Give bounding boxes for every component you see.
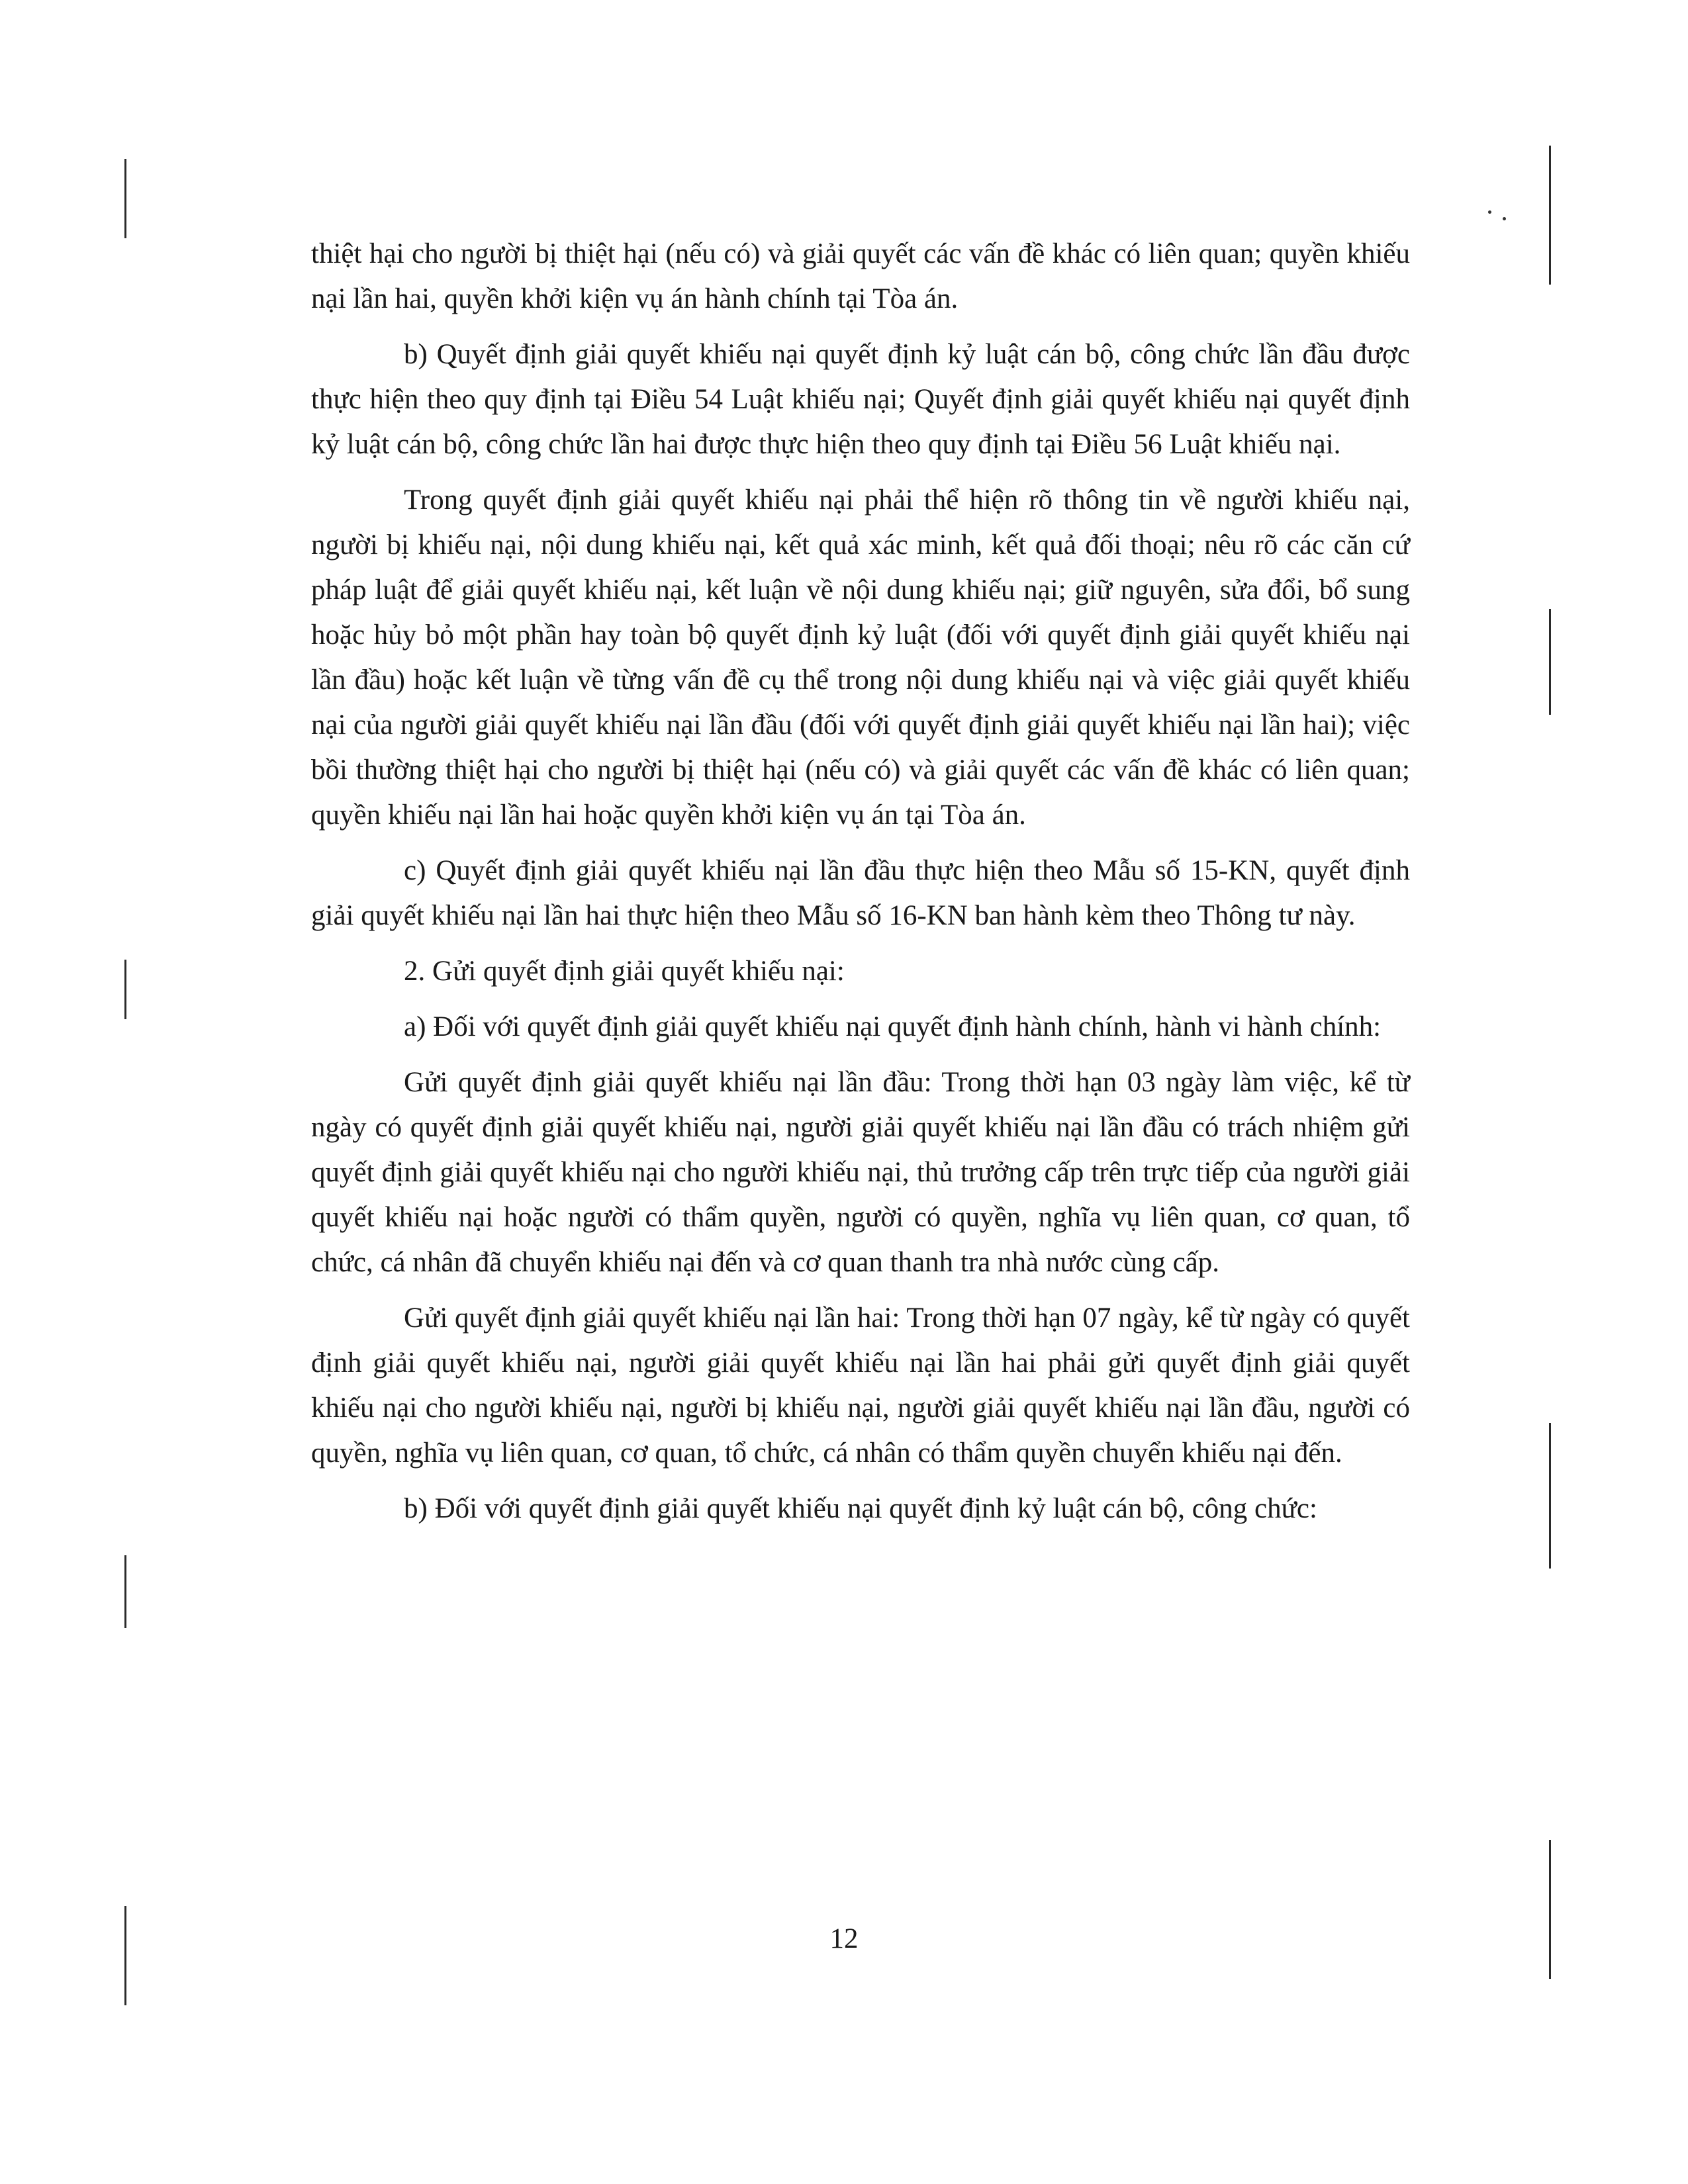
left-edge-mark — [124, 1906, 126, 2005]
paragraph: Trong quyết định giải quyết khiếu nại phải thể hiện rõ thông tin về người khiếu nại, người bị khiếu nại, nội dung khiếu nại, kết quả xác minh, kết quả đối thoại; nêu rõ các căn cứ pháp luật để giải quyết khiếu nại, kết luận về nội dung khiếu nại; giữ nguyên, sửa đổi, bổ sung hoặc hủy bỏ một phần hay toàn bộ quyết định kỷ luật (đối với quyết định giải quyết khiếu nại lần đầu) hoặc kết luận về từng vấn đề cụ thể trong nội dung khiếu nại và việc giải quyết khiếu nại của người giải quyết khiếu nại lần đầu (đối với quyết định giải quyết khiếu nại lần hai); việc bồi thường thiệt hại cho người bị thiệt hại (nếu có) và giải quyết các vấn đề khác có liên quan; quyền khiếu nại lần hai hoặc quyền khởi kiện vụ án tại Tòa án. — [311, 484, 1410, 831]
right-edge-mark — [1549, 1423, 1551, 1569]
page-number: 12 — [829, 1923, 859, 1954]
right-edge-mark — [1549, 609, 1551, 715]
right-edge-mark — [1549, 146, 1551, 285]
paragraph: Gửi quyết định giải quyết khiếu nại lần đầu: Trong thời hạn 03 ngày làm việc, kể từ ngày có quyết định giải quyết khiếu nại, người giải quyết khiếu nại lần đầu có trách nhiệm gửi quyết định giải quyết khiếu nại cho người khiếu nại, thủ trưởng cấp trên trực tiếp của người giải quyết khiếu nại hoặc người có thẩm quyền, người có quyền, nghĩa vụ liên quan, cơ quan, tổ chức, cá nhân đã chuyển khiếu nại đến và cơ quan thanh tra nhà nước cùng cấp. — [311, 1067, 1410, 1278]
left-edge-mark — [124, 159, 126, 238]
left-edge-mark — [124, 1555, 126, 1628]
paragraph: b) Đối với quyết định giải quyết khiếu nại quyết định kỷ luật cán bộ, công chức: — [404, 1493, 1317, 1524]
document-body — [311, 232, 1410, 1542]
scan-speck — [1503, 217, 1506, 220]
right-edge-mark — [1549, 1840, 1551, 1979]
scan-speck — [1488, 210, 1491, 214]
paragraph: c) Quyết định giải quyết khiếu nại lần đầu thực hiện theo Mẫu số 15-KN, quyết định giải quyết khiếu nại lần hai thực hiện theo Mẫu số 16-KN ban hành kèm theo Thông tư này. — [311, 855, 1410, 931]
paragraph: Gửi quyết định giải quyết khiếu nại lần hai: Trong thời hạn 07 ngày, kể từ ngày có quyết định giải quyết khiếu nại, người giải quyết khiếu nại lần hai phải gửi quyết định giải quyết khiếu nại cho người khiếu nại, người bị khiếu nại, người giải quyết khiếu nại lần đầu, người có quyền, nghĩa vụ liên quan, cơ quan, tổ chức, cá nhân có thẩm quyền chuyển khiếu nại đến. — [311, 1302, 1410, 1469]
paragraph: b) Quyết định giải quyết khiếu nại quyết định kỷ luật cán bộ, công chức lần đầu được thực hiện theo quy định tại Điều 54 Luật khiếu nại; Quyết định giải quyết khiếu nại quyết định kỷ luật cán bộ, công chức lần hai được thực hiện theo quy định tại Điều 56 Luật khiếu nại. — [311, 339, 1410, 460]
paragraph: thiệt hại cho người bị thiệt hại (nếu có) và giải quyết các vấn đề khác có liên quan; quyền khiếu nại lần hai, quyền khởi kiện vụ án hành chính tại Tòa án. — [311, 238, 1410, 314]
paragraph: a) Đối với quyết định giải quyết khiếu nại quyết định hành chính, hành vi hành chính: — [404, 1011, 1382, 1042]
left-edge-mark — [124, 960, 126, 1019]
section-heading: 2. Gửi quyết định giải quyết khiếu nại: — [404, 956, 845, 987]
